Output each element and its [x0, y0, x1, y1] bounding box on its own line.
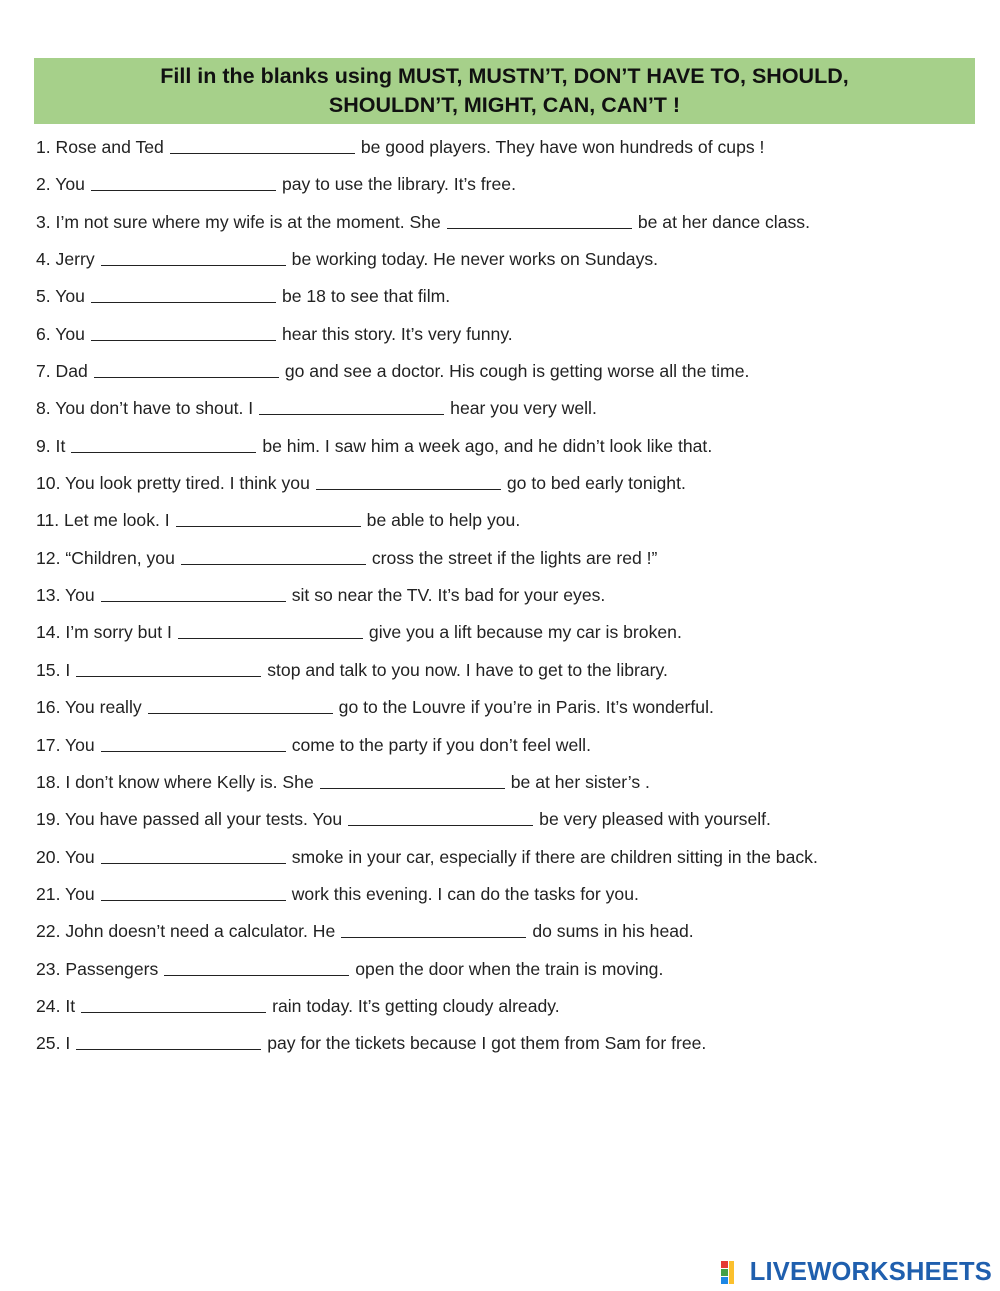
exercise-text-before: 25. I [36, 1033, 71, 1054]
liveworksheets-logo-icon [720, 1259, 746, 1285]
exercise-text-after: be at her dance class. [637, 211, 810, 232]
answer-blank[interactable] [341, 921, 526, 938]
exercise-item [36, 433, 986, 470]
exercise-item [36, 470, 986, 507]
exercise-text-before: 2. You [36, 174, 85, 195]
exercise-text-after: give you a lift because my car is broken. [368, 622, 682, 643]
exercise-text-after: pay to use the library. It’s free. [281, 174, 516, 195]
brand-footer [720, 1255, 992, 1289]
exercise-text-before: 21. You [36, 883, 95, 904]
exercise-text-after: go and see a doctor. His cough is getting worse all the time. [284, 361, 750, 382]
exercise-text-before: 10. You look pretty tired. I think you [36, 473, 310, 494]
exercise-item [36, 806, 986, 843]
exercise-item [36, 657, 986, 694]
answer-blank[interactable] [91, 324, 276, 341]
exercise-item [36, 321, 986, 358]
exercise-text-before: 24. It [36, 995, 76, 1016]
exercise-text-before: 9. It [36, 435, 66, 456]
exercise-text-before: 12. “Children, you [36, 547, 175, 568]
exercise-item [36, 545, 986, 582]
exercise-text-before: 17. You [36, 734, 95, 755]
worksheet-title [34, 58, 975, 124]
exercise-text-after: hear you very well. [450, 398, 597, 419]
exercise-text-after: come to the party if you don’t feel well. [291, 734, 591, 755]
exercise-text-before: 8. You don’t have to shout. I [36, 398, 254, 419]
answer-blank[interactable] [447, 212, 632, 229]
exercise-text-before: 4. Jerry [36, 249, 95, 270]
exercise-item [36, 209, 986, 246]
answer-blank[interactable] [76, 660, 261, 677]
answer-blank[interactable] [320, 772, 505, 789]
exercise-item [36, 694, 986, 731]
exercise-text-before: 11. Let me look. I [36, 510, 170, 531]
answer-blank[interactable] [71, 436, 256, 453]
exercise-text-before: 16. You really [36, 697, 142, 718]
exercise-item [36, 844, 986, 881]
exercise-item [36, 993, 986, 1030]
exercise-item [36, 283, 986, 320]
title-line-2: SHOULDN’T, MIGHT, CAN, CAN’T ! [328, 93, 681, 117]
exercise-item [36, 769, 986, 806]
exercise-list [36, 134, 986, 1068]
exercise-text-after: be working today. He never works on Sundays. [291, 249, 659, 270]
answer-blank[interactable] [181, 548, 366, 565]
answer-blank[interactable] [91, 174, 276, 191]
exercise-item [36, 507, 986, 544]
exercise-text-before: 22. John doesn’t need a calculator. He [36, 921, 336, 942]
answer-blank[interactable] [316, 473, 501, 490]
answer-blank[interactable] [101, 847, 286, 864]
exercise-text-before: 7. Dad [36, 361, 88, 382]
answer-blank[interactable] [348, 809, 533, 826]
exercise-text-before: 19. You have passed all your tests. You [36, 809, 343, 830]
exercise-item [36, 732, 986, 769]
answer-blank[interactable] [94, 361, 279, 378]
exercise-item [36, 395, 986, 432]
exercise-text-before: 20. You [36, 846, 95, 867]
answer-blank[interactable] [259, 398, 444, 415]
exercise-text-after: do sums in his head. [532, 921, 694, 942]
exercise-item [36, 582, 986, 619]
exercise-text-before: 14. I’m sorry but I [36, 622, 172, 643]
exercise-text-before: 1. Rose and Ted [36, 137, 164, 157]
exercise-text-before: 3. I’m not sure where my wife is at the moment. She [36, 211, 441, 232]
exercise-text-after: sit so near the TV. It’s bad for your eyes. [291, 585, 606, 606]
title-line-1: Fill in the blanks using MUST, MUSTN’T, DON’T HAVE TO, SHOULD, [160, 64, 849, 88]
exercise-text-after: stop and talk to you now. I have to get to the library. [267, 659, 668, 680]
exercise-text-after: rain today. It’s getting cloudy already. [272, 995, 560, 1016]
exercise-text-before: 13. You [36, 585, 95, 606]
exercise-item [36, 881, 986, 918]
answer-blank[interactable] [101, 585, 286, 602]
exercise-text-after: go to the Louvre if you’re in Paris. It’s wonderful. [338, 697, 714, 718]
exercise-text-after: pay for the tickets because I got them from Sam for free. [267, 1033, 707, 1054]
answer-blank[interactable] [76, 1033, 261, 1050]
answer-blank[interactable] [148, 697, 333, 714]
answer-blank[interactable] [101, 884, 286, 901]
brand-text: LIVEWORKSHEETS [749, 1257, 992, 1286]
exercise-item [36, 619, 986, 656]
exercise-text-after: smoke in your car, especially if there are children sitting in the back. [291, 846, 818, 867]
exercise-item [36, 246, 986, 283]
exercise-item [36, 171, 986, 208]
answer-blank[interactable] [91, 286, 276, 303]
answer-blank[interactable] [101, 735, 286, 752]
answer-blank[interactable] [170, 137, 355, 154]
exercise-item [36, 956, 986, 993]
exercise-item [36, 1030, 986, 1067]
exercise-item [36, 358, 986, 395]
exercise-text-after: hear this story. It’s very funny. [281, 323, 513, 344]
exercise-text-after: be 18 to see that film. [281, 286, 451, 307]
answer-blank[interactable] [81, 996, 266, 1013]
answer-blank[interactable] [101, 249, 286, 266]
exercise-text-after: work this evening. I can do the tasks for you. [291, 883, 639, 904]
exercise-text-before: 15. I [36, 659, 71, 680]
answer-blank[interactable] [164, 959, 349, 976]
exercise-text-after: be him. I saw him a week ago, and he didn’t look like that. [262, 435, 713, 456]
exercise-text-after: be very pleased with yourself. [539, 809, 771, 830]
exercise-text-after: open the door when the train is moving. [355, 958, 664, 979]
exercise-text-after: cross the street if the lights are red !” [371, 547, 658, 568]
exercise-item [36, 918, 986, 955]
exercise-text-after: be able to help you. [366, 510, 521, 531]
exercise-text-before: 5. You [36, 286, 85, 307]
exercise-text-before: 23. Passengers [36, 958, 159, 979]
exercise-text-before: 6. You [36, 323, 85, 344]
answer-blank[interactable] [176, 510, 361, 527]
exercise-text-after: go to bed early tonight. [506, 473, 686, 494]
answer-blank[interactable] [178, 622, 363, 639]
exercise-text-after: be good players. They have won hundreds of cups ! [360, 137, 765, 157]
exercise-text-after: be at her sister’s . [510, 771, 650, 792]
exercise-item [36, 134, 986, 171]
exercise-text-before: 18. I don’t know where Kelly is. She [36, 771, 314, 792]
